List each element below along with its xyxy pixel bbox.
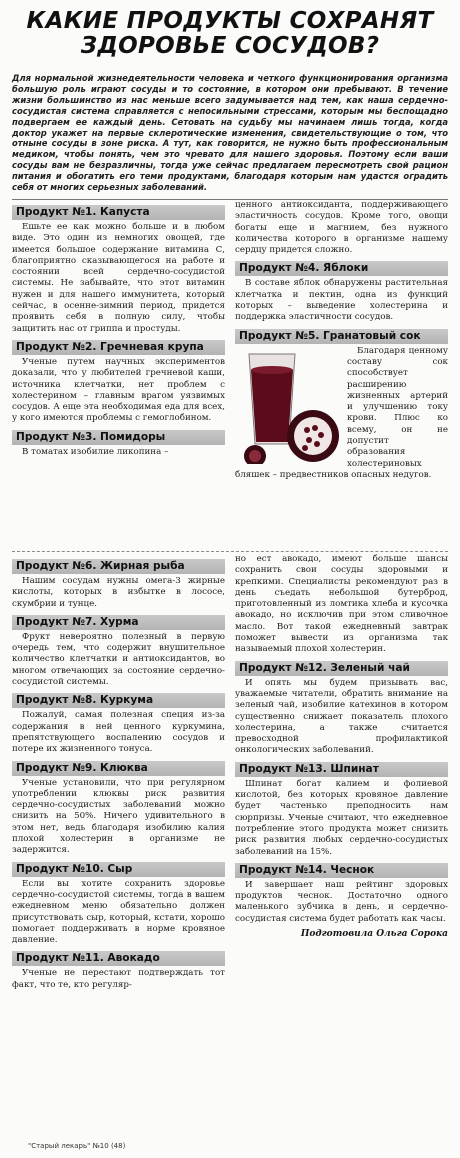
article-title: КАКИЕ ПРОДУКТЫ СОХРАНЯТ ЗДОРОВЬЕ СОСУДОВ? <box>26 8 434 59</box>
section-title: Продукт №7. Хурма <box>12 615 225 630</box>
section-title: Продукт №2. Гречневая крупа <box>12 340 225 355</box>
section-avocado <box>12 951 225 991</box>
section-text: В томатах изобилие ликопина – <box>22 446 169 457</box>
article-intro: Для нормальной жизнедеятельности человека и четкого функционирования организма большую роль играют сосуды и то состояние, в котором они пребывают. В течение жизни большинство из нас меньше всего задумывается над тем, как наша сердечно-сосудистая система справляется с непосильными стрессами, которым мы беспощадно подвергаем ее каждый день. Сетовать на судьбу мы начинаем лишь тогда, когда доктор укажет на первые склеротические изменения, свидетельствующие о том, что отныне сосуды в зоне риска. А тут, как говорится, не нужно быть профессиональным медиком, чтобы понять, чем это чревато для нашего здоровья. Поэтому если ваши сосуды вам не безразличны, тогда уже сейчас предлагаем пересмотреть свой рацион питания и обогатить его теми продуктами, благодаря которым нам удастся оградить себя от многих серьезных заболеваний. <box>12 73 448 193</box>
section-text: И завершает наш рейтинг здоровых продуктов чеснок. Достаточно одного маленького зубчика в день, и сердечно-сосудистая система будет работать как часы. <box>235 879 448 924</box>
top-columns <box>12 200 448 537</box>
tomatoes-continued-text: ценного антиоксиданта, поддерживающего эластичность сосудов. Кроме того, овощи богаты еще и магнием, без нужного количества которого в организме нашему сердцу придется сложно. <box>235 199 448 256</box>
section-text: Фрукт невероятно полезный в первую очередь тем, что содержит внушительное количество клетчатки и антиоксидантов, во многом отвечающих за состояние сердечно-сосудистой системы. <box>12 631 225 688</box>
section-title: Продукт №12. Зеленый чай <box>235 661 448 676</box>
section-title: Продукт №5. Гранатовый сок <box>235 329 448 344</box>
bottom-right-column <box>235 554 448 991</box>
section-apples <box>235 261 448 323</box>
section-title: Продукт №13. Шпинат <box>235 762 448 777</box>
avocado-continued-text: но ест авокадо, имеют больше шансы сохранить свои сосуды здоровыми и крепкими. Специалисты рекомендуют раз в день съедать небольшой бутерброд, приготовленный из ломтика хлеба и кусочка авокадо, но исключив при этом сливочное масло. Вот такой ежедневный завтрак поможет вывести из организма так называемый плохой холестерин. <box>235 553 448 655</box>
section-cabbage <box>12 205 225 335</box>
top-right-column <box>235 200 448 537</box>
section-title: Продукт №10. Сыр <box>12 862 225 877</box>
bottom-left-column <box>12 554 225 991</box>
section-text: В составе яблок обнаружены растительная клетчатка и пектин, одна из функций которых – выведение холестерина и поддержка эластичности сосудов. <box>235 278 448 323</box>
section-turmeric <box>12 693 225 755</box>
author-byline: Подготовила Ольга Сорока <box>300 928 448 939</box>
top-left-column <box>12 200 225 537</box>
section-green-tea <box>235 661 448 757</box>
section-title: Продукт №8. Куркума <box>12 693 225 708</box>
section-title: Продукт №6. Жирная рыба <box>12 559 225 574</box>
section-garlic <box>235 863 448 925</box>
section-text: Ешьте ее как можно больше и в любом виде. Это один из немногих овощей, где имеется большое содержание витамина С, благоприятно сказывающегося на работе и состоянии всей сердечно-сосудистой системы. Не забывайте, что этот витамин нужен и для нашего иммунитета, который сейчас, в осенне-зимний период, придется проявить себя в полную силу, чтобы защитить нас от гриппа и простуды. <box>12 221 225 334</box>
section-buckwheat <box>12 340 225 425</box>
section-spinach <box>235 762 448 858</box>
section-cheese <box>12 862 225 947</box>
section-fatty-fish <box>12 559 225 610</box>
section-title: Продукт №11. Авокадо <box>12 951 225 966</box>
section-text: Если вы хотите сохранить здоровье сердечно-сосудистой системы, тогда в вашем ежедневном меню обязательно должен присутствовать сыр, который, кстати, хорошо помогает поддерживать в норме кровяное давление. <box>12 878 225 946</box>
section-text: Ученые установили, что при регулярном употреблении клюквы риск развития сердечно-сосудистых заболеваний можно снизить на 50%. Ничего удивительного в этом нет, ведь благодаря изобилию калия плохой холестерин в организме не задержится. <box>12 777 225 856</box>
section-cranberry <box>12 761 225 857</box>
section-text: Шпинат богат калием и фолиевой кислотой, без которых кровяное давление будет частенько преподносить нам сюрпризы. Ученые считают, что ежедневное потребление этого продукта может снизить риск развития любых сердечно-сосудистых заболеваний на 15%. <box>235 778 448 857</box>
section-text: Нашим сосудам нужны омега-3 жирные кислоты, которых в избытке в лососе, скумбрии и тунце. <box>12 575 225 609</box>
section-tomatoes <box>12 430 225 458</box>
section-text: Ученые путем научных экспериментов доказали, что у любителей гречневой каши, источника клетчатки, нет проблем с холестерином – главным врагом уязвимых сосудов. А еще эта необходимая еда для всех, у кого имеются проблемы с гемоглобином. <box>12 356 225 424</box>
pomegranate-juice-illustration <box>235 348 341 464</box>
section-text: И опять мы будем призывать вас, уважаемые читатели, обратить внимание на зеленый чай, изобилие катехинов в котором существенно снижает показатель плохого холестерина, а также считается превосходной профилактикой онкологических заболеваний. <box>235 677 448 756</box>
bottom-columns <box>12 551 448 991</box>
section-pomegranate <box>235 329 448 482</box>
section-persimmon <box>12 615 225 688</box>
pomegranate-juice-icon <box>235 348 341 464</box>
section-title: Продукт №4. Яблоки <box>235 261 448 276</box>
section-text: Благодаря ценному составу сок способствует расширению жизненных артерий и улучшению току крови. Плюс ко всему, он не допустит образования холестериновых бляшек – предвестников опасных недугов. <box>235 345 448 480</box>
section-title: Продукт №9. Клюква <box>12 761 225 776</box>
section-title: Продукт №14. Чеснок <box>235 863 448 878</box>
section-title: Продукт №1. Капуста <box>12 205 225 220</box>
section-text: Пожалуй, самая полезная специя из-за содержания в ней ценного куркумина, препятствующего воспалению сосудов и потере их жизненного тонуса. <box>12 710 225 755</box>
issue-footer: "Старый лекарь" №10 (48) <box>28 1142 126 1150</box>
section-title: Продукт №3. Помидоры <box>12 430 225 445</box>
section-text: Ученые не перестают подтверждать тот факт, что те, кто регуляр- <box>12 968 225 990</box>
